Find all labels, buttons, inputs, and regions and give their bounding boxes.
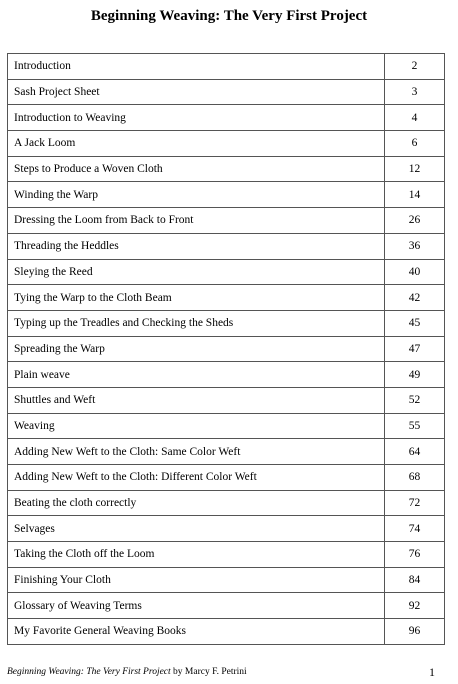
toc-entry-label: Plain weave: [8, 362, 385, 388]
toc-entry-page: 74: [385, 516, 445, 542]
table-row: [8, 542, 445, 568]
toc-entry-label: Winding the Warp: [8, 182, 385, 208]
table-row: [8, 567, 445, 593]
footer-byline: by Marcy F. Petrini: [170, 667, 247, 677]
table-of-contents: [7, 53, 445, 645]
footer-book-title: Beginning Weaving: The Very First Project: [7, 667, 171, 677]
toc-entry-page: 14: [385, 182, 445, 208]
table-row: [8, 439, 445, 465]
toc-entry-page: 76: [385, 542, 445, 568]
table-row: [8, 413, 445, 439]
toc-entry-page: 2: [385, 54, 445, 80]
toc-entry-label: Weaving: [8, 413, 385, 439]
table-row: [8, 105, 445, 131]
toc-entry-label: Threading the Heddles: [8, 233, 385, 259]
toc-entry-page: 96: [385, 619, 445, 645]
toc-entry-label: My Favorite General Weaving Books: [8, 619, 385, 645]
toc-entry-label: A Jack Loom: [8, 131, 385, 157]
toc-entry-page: 4: [385, 105, 445, 131]
toc-entry-page: 52: [385, 387, 445, 413]
table-row: [8, 336, 445, 362]
toc-entry-label: Tying the Warp to the Cloth Beam: [8, 285, 385, 311]
table-row: [8, 310, 445, 336]
toc-entry-page: 55: [385, 413, 445, 439]
toc-entry-page: 92: [385, 593, 445, 619]
toc-entry-page: 26: [385, 208, 445, 234]
toc-entry-page: 36: [385, 233, 445, 259]
toc-entry-page: 42: [385, 285, 445, 311]
table-row: [8, 79, 445, 105]
toc-entry-label: Glossary of Weaving Terms: [8, 593, 385, 619]
toc-entry-label: Dressing the Loom from Back to Front: [8, 208, 385, 234]
toc-entry-label: Introduction: [8, 54, 385, 80]
table-row: [8, 285, 445, 311]
toc-entry-page: 64: [385, 439, 445, 465]
toc-entry-page: 6: [385, 131, 445, 157]
table-row: [8, 362, 445, 388]
toc-entry-page: 49: [385, 362, 445, 388]
table-row: [8, 465, 445, 491]
toc-entry-page: 68: [385, 465, 445, 491]
toc-entry-page: 12: [385, 156, 445, 182]
table-row: [8, 490, 445, 516]
toc-entry-label: Sash Project Sheet: [8, 79, 385, 105]
toc-entry-page: 84: [385, 567, 445, 593]
toc-entry-label: Finishing Your Cloth: [8, 567, 385, 593]
page-title: Beginning Weaving: The Very First Project: [90, 8, 368, 24]
toc-entry-page: 47: [385, 336, 445, 362]
toc-entry-page: 45: [385, 310, 445, 336]
table-row: [8, 259, 445, 285]
toc-entry-label: Taking the Cloth off the Loom: [8, 542, 385, 568]
toc-entry-label: Typing up the Treadles and Checking the Sheds: [8, 310, 385, 336]
toc-entry-label: Adding New Weft to the Cloth: Different Color Weft: [8, 465, 385, 491]
toc-entry-label: Introduction to Weaving: [8, 105, 385, 131]
table-row: [8, 131, 445, 157]
table-row: [8, 156, 445, 182]
toc-entry-label: Beating the cloth correctly: [8, 490, 385, 516]
toc-entry-page: 72: [385, 490, 445, 516]
table-row: [8, 233, 445, 259]
table-row: [8, 593, 445, 619]
table-row: [8, 516, 445, 542]
table-row: [8, 54, 445, 80]
page-footer: [7, 664, 443, 680]
toc-entry-label: Spreading the Warp: [8, 336, 385, 362]
page-number: 1: [429, 665, 435, 679]
table-row: [8, 387, 445, 413]
toc-entry-label: Shuttles and Weft: [8, 387, 385, 413]
toc-entry-label: Selvages: [8, 516, 385, 542]
toc-entry-page: 3: [385, 79, 445, 105]
table-row: [8, 208, 445, 234]
toc-entry-label: Steps to Produce a Woven Cloth: [8, 156, 385, 182]
toc-entry-label: Sleying the Reed: [8, 259, 385, 285]
toc-entry-label: Adding New Weft to the Cloth: Same Color Weft: [8, 439, 385, 465]
toc-body: [8, 54, 445, 645]
table-row: [8, 182, 445, 208]
toc-entry-page: 40: [385, 259, 445, 285]
table-row: [8, 619, 445, 645]
